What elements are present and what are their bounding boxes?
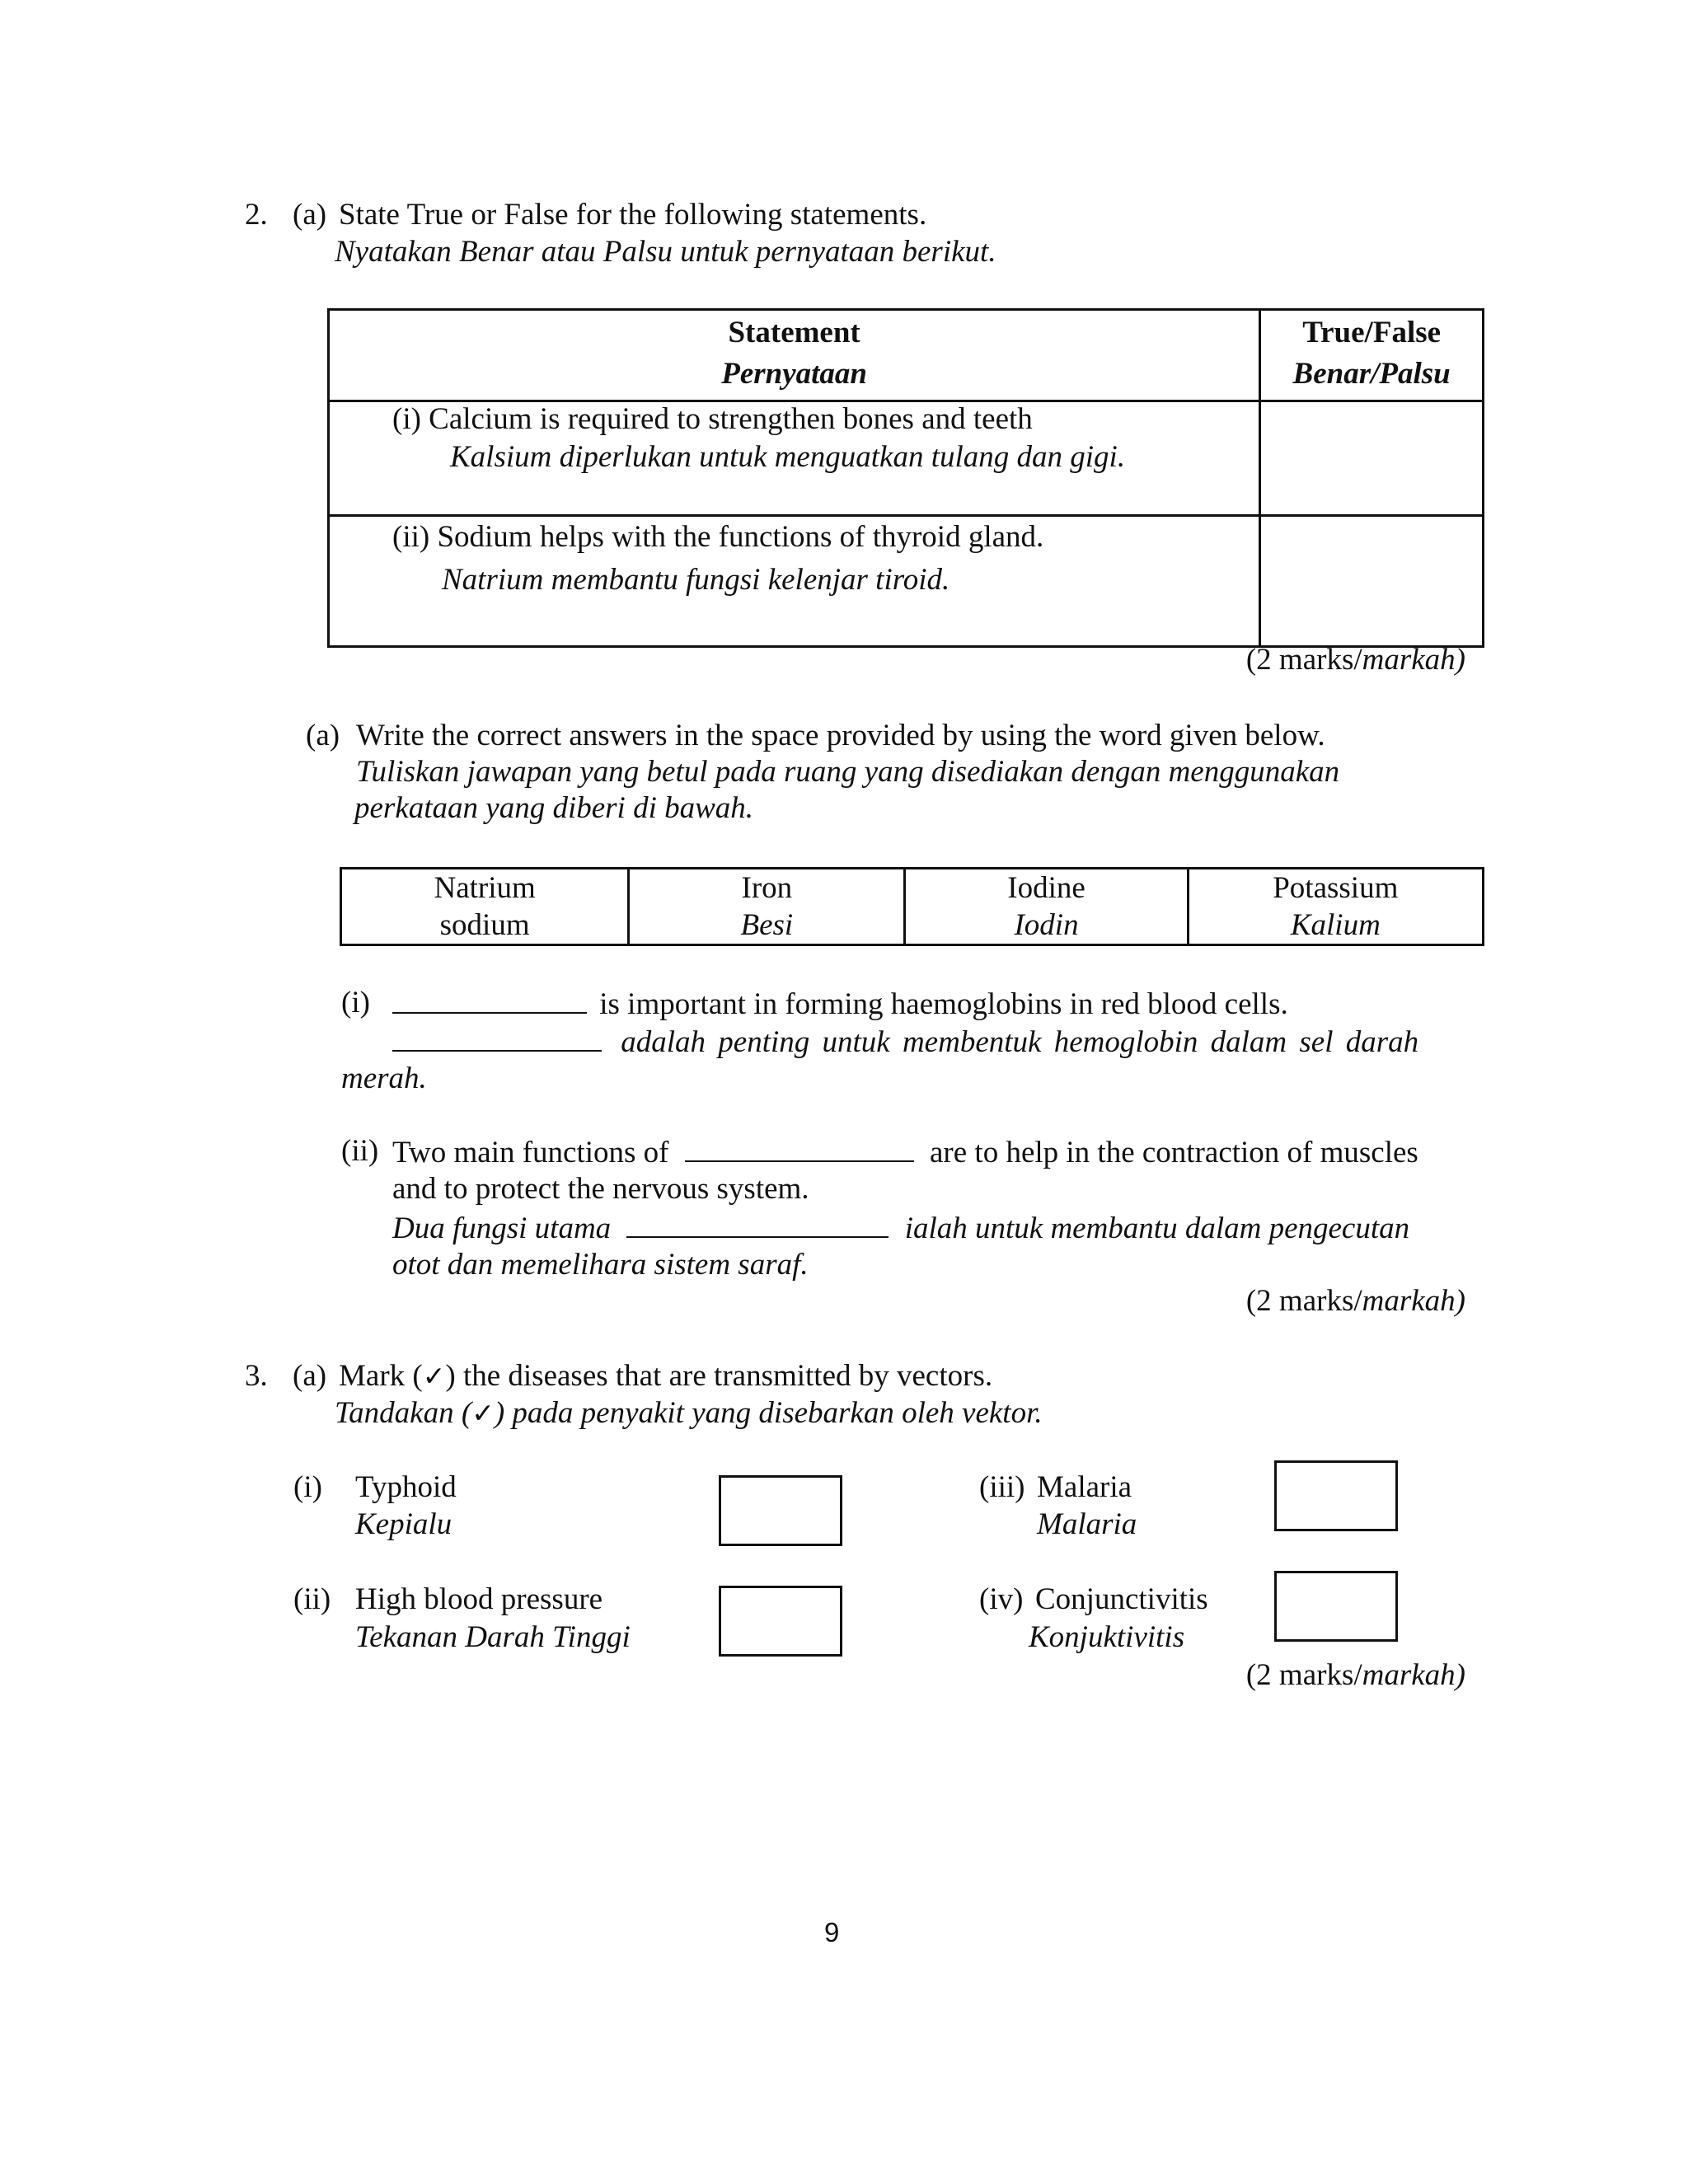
word-en: Iodine — [1007, 871, 1085, 905]
answer-cell-i[interactable] — [1260, 401, 1484, 516]
statement-ii-en: (ii) Sodium helps with the functions of thyroid gland. — [392, 520, 1044, 554]
statement-cell-i — [329, 401, 1260, 516]
fill-ii-label: (ii) — [341, 1134, 379, 1168]
q2a-marks-italic: markah) — [1362, 643, 1465, 677]
q3a-instruction-en-post: ) the diseases that are transmitted by vectors. — [445, 1359, 993, 1393]
word-ms: Besi — [740, 908, 794, 942]
q3-number: 3. — [245, 1359, 268, 1393]
statement-i-en: (i) Calcium is required to strengthen bones and teeth — [392, 402, 1033, 436]
word-en: Iron — [741, 871, 793, 905]
fill-ii-en-pre: Two main functions of — [392, 1136, 669, 1169]
fill-i-label: (i) — [341, 986, 370, 1019]
disease-iv-label: (iv) — [979, 1582, 1024, 1616]
fill-ii-line-ms — [392, 1208, 1409, 1248]
fill-ii-ms-post: ialah untuk membantu dalam pengecutan — [904, 1212, 1410, 1245]
disease-i-label: (i) — [293, 1470, 322, 1504]
q2a-instruction-en: State True or False for the following statements. — [339, 198, 927, 232]
fill-ii-ms-pre: Dua fungsi utama — [392, 1212, 612, 1245]
truefalse-header-cell — [1260, 310, 1484, 401]
word-cell-iodine — [905, 869, 1188, 945]
truefalse-header-en: True/False — [1302, 316, 1442, 349]
word-bank-table — [340, 867, 1484, 946]
checkbox-disease-iii[interactable] — [1274, 1460, 1398, 1531]
statement-header-en: Statement — [728, 316, 860, 349]
word-cell-iron — [629, 869, 905, 945]
truefalse-header-ms: Benar/Palsu — [1292, 357, 1451, 391]
q2b-marks-text: (2 marks/ — [1245, 1284, 1362, 1318]
fill-i-line-en — [392, 984, 1288, 1024]
q3-marks-italic: markah) — [1362, 1658, 1465, 1692]
disease-i-en: Typhoid — [355, 1470, 457, 1504]
q2a-instruction-ms: Nyatakan Benar atau Palsu untuk pernyataan berikut. — [335, 235, 996, 269]
disease-iii-en: Malaria — [1037, 1470, 1132, 1504]
check-mark-icon: ✓ — [471, 1397, 495, 1429]
q2b-marks-italic: markah) — [1362, 1284, 1465, 1318]
q3a-instruction-en — [339, 1357, 992, 1395]
fill-i-line-ms — [392, 1022, 1418, 1062]
disease-iii-label: (iii) — [979, 1470, 1025, 1504]
disease-iii-ms: Malaria — [1037, 1507, 1137, 1541]
disease-i-ms: Kepialu — [355, 1507, 452, 1541]
fill-i-ms-text: adalah penting untuk membentuk hemoglobin dalam sel darah — [621, 1025, 1419, 1059]
statement-i-ms: Kalsium diperlukan untuk menguatkan tulang dan gigi. — [450, 440, 1126, 474]
q3a-instruction-ms — [335, 1394, 1043, 1432]
answer-cell-ii[interactable] — [1260, 516, 1484, 647]
q2b-marks — [1246, 1282, 1465, 1320]
fill-ii-blank-en[interactable] — [685, 1132, 914, 1162]
statement-cell-ii — [329, 516, 1260, 647]
check-mark-icon: ✓ — [422, 1360, 446, 1392]
disease-ii-label: (ii) — [293, 1582, 331, 1616]
q3-marks — [1246, 1657, 1465, 1694]
q3-marks-text: (2 marks/ — [1245, 1658, 1362, 1692]
q2a-label: (a) — [293, 198, 327, 232]
fill-i-en-text: is important in forming haemoglobins in red blood cells. — [599, 987, 1288, 1021]
disease-ii-en: High blood pressure — [355, 1582, 603, 1616]
page-number: 9 — [824, 1917, 840, 1947]
q3a-instruction-ms-pre: Tandakan ( — [335, 1396, 472, 1430]
q2-number: 2. — [245, 198, 268, 232]
fill-i-ms-continuation: merah. — [341, 1062, 427, 1095]
word-ms: Iodin — [1014, 908, 1079, 942]
q3a-instruction-ms-post: ) pada penyakit yang disebarkan oleh vektor. — [494, 1396, 1043, 1430]
q3a-label: (a) — [293, 1359, 327, 1393]
statement-header-ms: Pernyataan — [721, 357, 868, 391]
word-cell-natrium — [341, 869, 629, 945]
statement-ii-ms: Natrium membantu fungsi kelenjar tiroid. — [442, 563, 950, 597]
fill-ii-en-continuation: and to protect the nervous system. — [392, 1172, 809, 1206]
fill-ii-blank-ms[interactable] — [626, 1208, 889, 1238]
fill-i-blank-ms[interactable] — [392, 1022, 602, 1052]
q2a-marks-text: (2 marks/ — [1245, 643, 1362, 677]
word-en: Potassium — [1273, 871, 1399, 905]
word-ms: Kalium — [1290, 908, 1381, 942]
checkbox-disease-iv[interactable] — [1274, 1571, 1398, 1642]
q2b-label: (a) — [306, 719, 340, 752]
checkbox-disease-i[interactable] — [719, 1475, 842, 1546]
fill-ii-line-en — [392, 1132, 1418, 1172]
q2b-instruction-en: Write the correct answers in the space provided by using the word given below. — [356, 719, 1325, 752]
disease-ii-ms: Tekanan Darah Tinggi — [355, 1620, 631, 1654]
word-cell-potassium — [1188, 869, 1483, 945]
checkbox-disease-ii[interactable] — [719, 1586, 842, 1657]
word-en: Natrium — [434, 871, 536, 905]
fill-ii-en-post: are to help in the contraction of muscles — [930, 1136, 1418, 1169]
fill-i-blank-en[interactable] — [392, 984, 587, 1014]
word-ms: sodium — [439, 908, 530, 942]
statement-header-cell — [329, 310, 1260, 401]
true-false-table — [327, 308, 1484, 648]
disease-iv-en: Conjunctivitis — [1035, 1582, 1208, 1616]
disease-iv-ms: Konjuktivitis — [1029, 1620, 1185, 1654]
fill-ii-ms-continuation: otot dan memelihara sistem saraf. — [392, 1248, 809, 1282]
q2b-instruction-ms-1: Tuliskan jawapan yang betul pada ruang yang disediakan dengan menggunakan — [356, 755, 1340, 789]
q2b-instruction-ms-2: perkataan yang diberi di bawah. — [354, 791, 754, 825]
q2a-marks — [1246, 641, 1465, 679]
q3a-instruction-en-pre: Mark ( — [339, 1359, 423, 1393]
